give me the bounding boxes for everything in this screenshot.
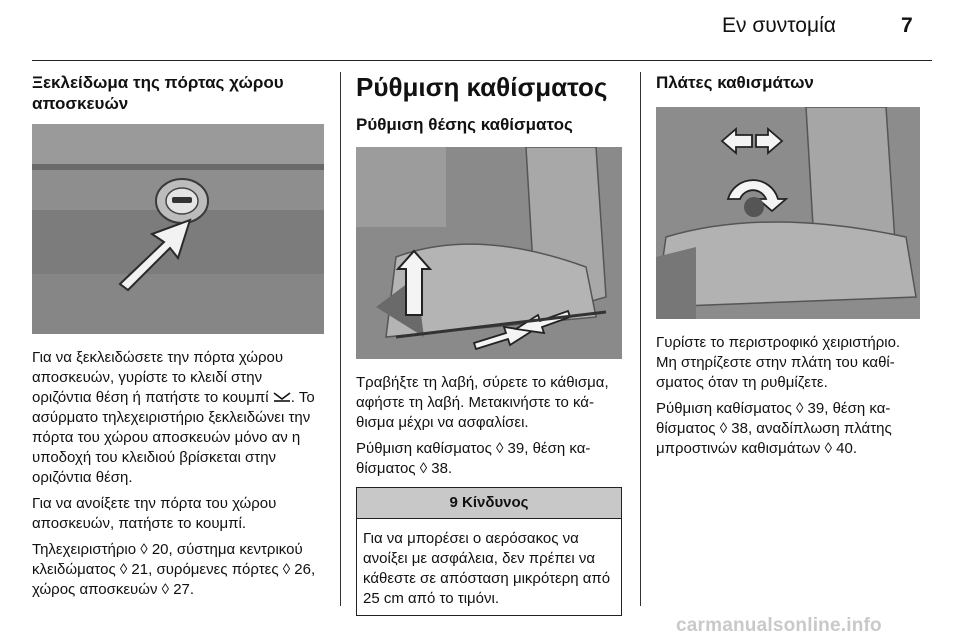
seat-position-subheading: Ρύθμιση θέσης καθίσματος bbox=[356, 115, 573, 134]
header-rule bbox=[32, 60, 932, 61]
seat-references-paragraph: Ρύθμιση καθίσματος ◊ 39, θέση καθίσματος ◊ 38. bbox=[356, 440, 591, 477]
seat-adjustment-heading: Ρύθμιση καθίσματος bbox=[356, 72, 608, 102]
seat-slide-drawing bbox=[356, 147, 622, 359]
danger-box bbox=[356, 487, 622, 616]
trunk-unlock-text-end: . Το ασύρματο τηλεχειριστήριο ξεκλειδώνει την πόρτα του χώρου αποσκευών μόνο αν η υποδοχή του κλειδιού βρίσκεται στην οριζόντια θέση. bbox=[32, 389, 315, 486]
trunk-open-paragraph: Για να ανοίξετε την πόρτα του χώρου αποσκευών, πατήστε το κουμπί. bbox=[32, 495, 277, 532]
column-divider-1 bbox=[340, 72, 341, 606]
trunk-references-paragraph: Τηλεχειριστήριο ◊ 20, σύστημα κεντρικού κλειδώματος ◊ 21, συρόμενες πόρτες ◊ 26, χώρος αποσκευών ◊ 27. bbox=[32, 541, 316, 598]
seat-backrests-heading: Πλάτες καθισμάτων bbox=[656, 73, 814, 92]
seat-slide-illustration bbox=[356, 147, 622, 359]
column-divider-2 bbox=[640, 72, 641, 606]
column-seat-backrests bbox=[656, 72, 922, 465]
trunk-lock-drawing bbox=[32, 124, 324, 334]
backrest-paragraph: Γυρίστε το περιστροφικό χειριστήριο. Μη στηρίζεστε στην πλάτη του καθίσματος όταν τη ρυθμίζετε. bbox=[656, 334, 901, 391]
trunk-lock-illustration bbox=[32, 124, 324, 334]
trunk-unlock-heading: Ξεκλείδωμα της πόρτας χώρου αποσκευών bbox=[32, 73, 284, 113]
watermark: carmanualsonline.info bbox=[676, 615, 882, 636]
trunk-unlock-text: Για να ξεκλειδώσετε την πόρτα χώρου αποσκευών, γυρίστε το κλειδί στην οριζόντια θέση ή πατήστε το κουμπί bbox=[32, 349, 284, 406]
column-seat-adjustment bbox=[356, 72, 622, 616]
column-trunk-unlock bbox=[32, 72, 324, 606]
backrest-references-paragraph: Ρύθμιση καθίσματος ◊ 39, θέση καθίσματος ◊ 38, αναδίπλωση πλάτης μπροστινών καθισμάτων ◊ 40. bbox=[656, 400, 892, 457]
seat-slide-paragraph: Τραβήξτε τη λαβή, σύρετε το κάθισμα, αφήστε τη λαβή. Μετακινήστε το κάθισμα μέχρι να ασφαλίσει. bbox=[356, 374, 609, 431]
danger-title: 9 Κίνδυνος bbox=[357, 488, 621, 519]
page-number: 7 bbox=[901, 14, 913, 37]
trunk-unlock-paragraph-1 bbox=[32, 348, 324, 488]
danger-text: Για να μπορέσει ο αερόσακος να ανοίξει με ασφάλεια, δεν πρέπει να κάθεστε σε απόσταση μικρότερη από 25 cm από το τιμόνι. bbox=[363, 530, 611, 607]
backrest-drawing bbox=[656, 107, 920, 319]
section-title: Εν συντομία bbox=[722, 14, 836, 37]
trunk-button-icon bbox=[273, 389, 291, 406]
backrest-illustration bbox=[656, 107, 920, 319]
